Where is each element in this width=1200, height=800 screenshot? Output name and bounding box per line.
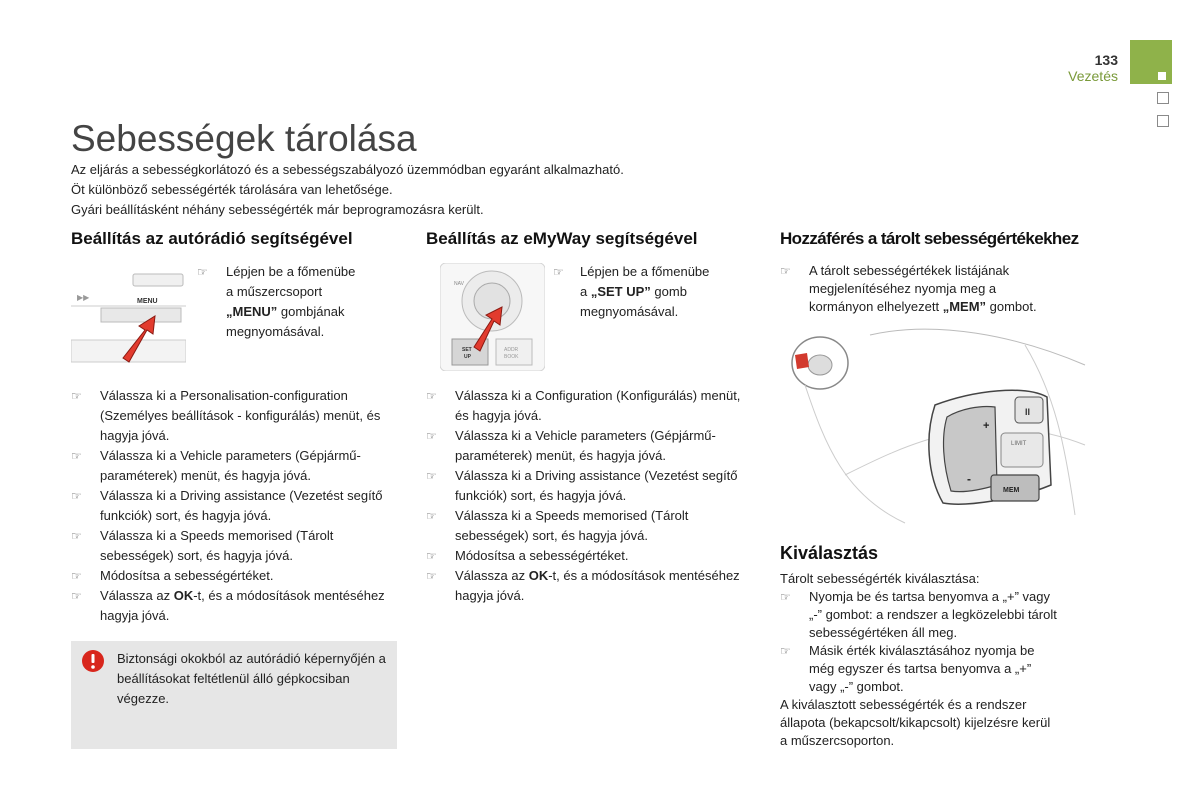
- intro-line: Öt különböző sebességérték tárolására van lehetősége.: [71, 182, 393, 197]
- bullet-icon: ☞: [780, 590, 791, 604]
- steering-wheel-inset: [792, 337, 848, 389]
- selection-section: [780, 570, 1120, 750]
- figure-addr-label-2: BOOK: [504, 354, 519, 360]
- list-item: [780, 588, 1120, 642]
- step-text: Válassza ki a Driving assistance (Vezetést segítő funkciók) sort, és hagyja jóvá.: [455, 468, 738, 503]
- limit-label: LIMIT: [1011, 441, 1027, 447]
- page-header: [1068, 52, 1118, 84]
- bullet-icon: ☞: [71, 449, 82, 463]
- page-number: 133: [1094, 52, 1118, 68]
- limit-selector: [1001, 433, 1043, 467]
- list-item: [71, 486, 401, 526]
- list-item: [71, 386, 401, 446]
- setup-button-name: „SET UP”: [590, 284, 651, 299]
- section-tab-marker: [1158, 72, 1166, 80]
- step-text: Válassza ki a Vehicle parameters (Gépjármű-paraméterek) menüt, és hagyja jóvá.: [100, 448, 361, 483]
- bullet-icon: ☞: [426, 469, 437, 483]
- list-item: [71, 526, 401, 566]
- plus-label: +: [983, 420, 990, 432]
- intro-text: [71, 160, 624, 220]
- step-text: Válassza ki a Personalisation-configuration (Személyes beállítások - konfigurálás) menüt, és hagyja jóvá.: [100, 388, 381, 443]
- step-text: „-” gombot: a rendszer a legközelebbi tárolt: [809, 607, 1057, 622]
- emyway-setup-figure: [440, 263, 545, 371]
- warning-icon: [81, 649, 105, 673]
- col3-heading: Hozzáférés a tárolt sebességértékekhez: [780, 229, 1079, 248]
- step-text: Válassza ki a Configuration (Konfigurálás) menüt, és hagyja jóvá.: [455, 388, 741, 423]
- list-item: [426, 566, 750, 606]
- step-text: Másik érték kiválasztásához nyomja be: [809, 643, 1035, 658]
- bullet-icon: ☞: [197, 265, 208, 279]
- section-tab-empty-box-1: [1157, 92, 1169, 104]
- selection-intro: Tárolt sebességérték kiválasztása:: [780, 571, 980, 586]
- step-text: a műszercsoport: [226, 284, 323, 299]
- pause-label: II: [1025, 407, 1031, 417]
- step-text: gombjának: [277, 304, 345, 319]
- step-text: A tárolt sebességértékek listájának: [809, 263, 1010, 278]
- bullet-icon: ☞: [71, 569, 82, 583]
- step-text: a: [580, 284, 591, 299]
- page-title: Sebességek tárolása: [71, 118, 417, 159]
- step-text: Lépjen be a főmenübe: [580, 264, 710, 279]
- bullet-icon: ☞: [553, 265, 564, 279]
- figure-addr-label-1: ADDR: [504, 347, 519, 353]
- bullet-icon: ☞: [426, 389, 437, 403]
- warning-text: Biztonsági okokból az autórádió képernyőjén a beállításokat feltétlenül álló gépkocsiban végezze.: [117, 651, 386, 706]
- list-item: [426, 426, 750, 466]
- intro-line: Az eljárás a sebességkorlátozó és a sebességszabályozó üzemmódban egyaránt alkalmazható.: [71, 162, 624, 177]
- step-text: gomb: [650, 284, 687, 299]
- step-text: Nyomja be és tartsa benyomva a „+” vagy: [809, 589, 1050, 604]
- figure-setup-label-2: UP: [464, 354, 471, 360]
- step-text: még egyszer és tartsa benyomva a „+”: [809, 661, 1032, 676]
- bullet-icon: ☞: [71, 389, 82, 403]
- bullet-icon: ☞: [426, 569, 437, 583]
- list-item: [426, 546, 750, 566]
- list-item: [71, 566, 401, 586]
- closing-text: A kiválasztott sebességérték és a rendszer: [780, 697, 1027, 712]
- bullet-icon: ☞: [426, 549, 437, 563]
- minus-label: -: [967, 472, 971, 486]
- list-item: [71, 446, 401, 486]
- steering-wheel-mem-figure: [785, 325, 1105, 525]
- bullet-icon: ☞: [426, 509, 437, 523]
- step-text: Lépjen be a főmenübe: [226, 264, 356, 279]
- bullet-icon: ☞: [426, 429, 437, 443]
- step-text: Válassza az: [455, 568, 529, 583]
- ok-label: OK: [528, 568, 549, 583]
- step-text: megnyomásával.: [580, 304, 679, 319]
- closing-text: állapota (bekapcsolt/kikapcsolt) kijelzésre kerül: [780, 715, 1051, 730]
- figure-nav-label: NAV: [454, 281, 464, 287]
- step-text: Válassza ki a Vehicle parameters (Gépjármű-paraméterek) menüt, és hagyja jóvá.: [455, 428, 716, 463]
- figure-button-row: [101, 308, 181, 322]
- section-name: Vezetés: [1068, 68, 1118, 84]
- bullet-icon: ☞: [780, 264, 791, 278]
- mem-button-name: „MEM”: [942, 299, 987, 314]
- bullet-icon: ☞: [71, 529, 82, 543]
- intro-line: Gyári beállításként néhány sebességérték már beprogramozásra került.: [71, 202, 484, 217]
- col2-heading: Beállítás az eMyWay segítségével: [426, 229, 698, 248]
- col2-steps: [426, 386, 750, 606]
- menu-button-name: „MENU”: [226, 304, 278, 319]
- step-text: gombot.: [986, 299, 1037, 314]
- step-text: Válassza ki a Speeds memorised (Tárolt sebességek) sort, és hagyja jóvá.: [455, 508, 689, 543]
- bullet-icon: ☞: [71, 589, 82, 603]
- col1-heading: Beállítás az autórádió segítségével: [71, 229, 353, 248]
- step-text: vagy „-” gombot.: [809, 679, 904, 694]
- figure-menu-label: MENU: [137, 298, 158, 305]
- list-item: [426, 466, 750, 506]
- col1-first-step: [197, 262, 387, 342]
- list-item: [426, 386, 750, 426]
- step-text: sebességértéken áll meg.: [809, 625, 958, 640]
- step-text: Válassza az: [100, 588, 174, 603]
- step-text: Válassza ki a Driving assistance (Vezetést segítő funkciók) sort, és hagyja jóvá.: [100, 488, 383, 523]
- closing-text: a műszercsoporton.: [780, 733, 895, 748]
- step-text: -t, és a módosítások mentéséhez hagyja jóvá.: [100, 588, 385, 623]
- inset-highlight: [795, 353, 809, 369]
- list-item: [71, 586, 401, 626]
- figure-setup-label-1: SET: [462, 347, 472, 353]
- safety-warning-box: [71, 641, 397, 749]
- figure-button-top: [133, 274, 183, 286]
- col2-first-step: [553, 262, 753, 322]
- step-text: kormányon elhelyezett: [809, 299, 943, 314]
- ok-label: OK: [173, 588, 194, 603]
- mem-label: MEM: [1003, 487, 1020, 494]
- bullet-icon: ☞: [780, 644, 791, 658]
- dashboard-line: [870, 329, 1085, 365]
- step-text: megjelenítéséhez nyomja meg a: [809, 281, 997, 296]
- kivalasztas-heading: Kiválasztás: [780, 543, 879, 563]
- col3-first-step: [780, 262, 1110, 316]
- step-text: Módosítsa a sebességértéket.: [455, 548, 629, 563]
- list-item: [780, 642, 1120, 696]
- list-item: [426, 506, 750, 546]
- radio-menu-figure: [71, 268, 186, 373]
- step-text: Módosítsa a sebességértéket.: [100, 568, 274, 583]
- step-text: megnyomásával.: [226, 324, 325, 339]
- bullet-icon: ☞: [71, 489, 82, 503]
- section-tab-empty-box-2: [1157, 115, 1169, 127]
- step-text: -t, és a módosítások mentéséhez hagyja jóvá.: [455, 568, 740, 603]
- step-text: Válassza ki a Speeds memorised (Tárolt sebességek) sort, és hagyja jóvá.: [100, 528, 334, 563]
- figure-ff-glyph: ▶▶: [77, 293, 90, 302]
- col1-steps: [71, 386, 401, 626]
